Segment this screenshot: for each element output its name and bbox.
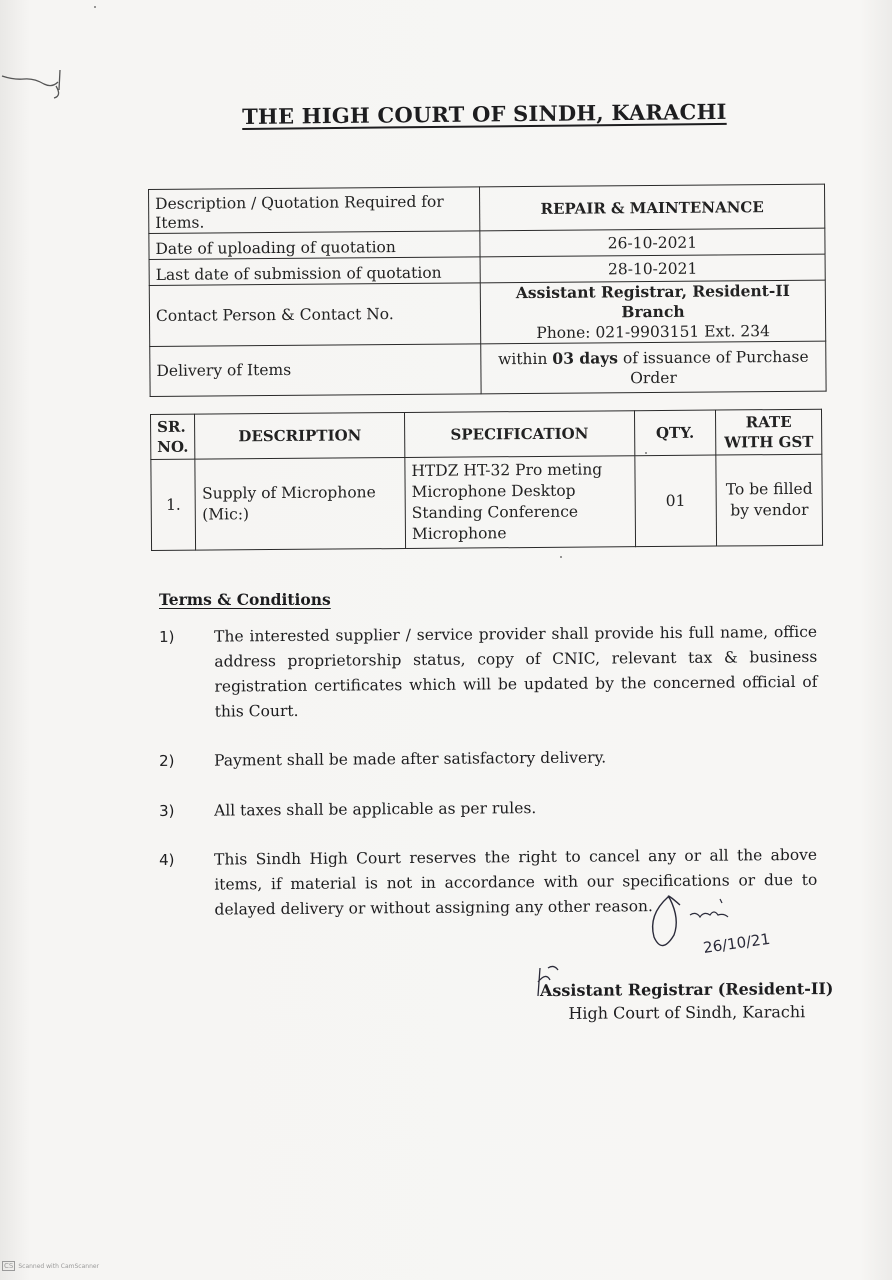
term-number: 3) — [159, 801, 175, 820]
table-row — [150, 341, 826, 396]
table-row — [149, 280, 825, 346]
margin-scribble-icon — [0, 68, 70, 104]
signer-office: High Court of Sindh, Karachi — [568, 1002, 806, 1023]
row-rate: To be filled by vendor — [716, 454, 823, 546]
description-label: Description / Quotation Required for Items. — [149, 187, 480, 234]
contact-person: Assistant Registrar, Resident-II Branch — [515, 280, 790, 322]
term-text: All taxes shall be applicable as per rules. — [214, 799, 537, 820]
last-date-value: 28-10-2021 — [480, 254, 825, 283]
handwritten-date: 26/10/21 — [702, 929, 772, 957]
quotation-info-table — [148, 184, 827, 397]
row-specification: HTDZ HT-32 Pro meting Microphone Desktop Standing Conference Microphone — [405, 456, 635, 549]
terms-heading: Terms & Conditions — [159, 590, 331, 609]
description-value: REPAIR & MAINTENANCE — [479, 184, 824, 231]
handwritten-signature — [640, 885, 800, 975]
delivery-days: 03 days — [552, 347, 619, 368]
term-text: Payment shall be made after satisfactory delivery. — [214, 748, 607, 770]
table-row — [149, 184, 825, 233]
delivery-prefix: within — [497, 349, 548, 368]
table-row — [151, 454, 823, 550]
page-title: THE HIGH COURT OF SINDH, KARACHI — [242, 98, 727, 129]
scanner-badge — [2, 1261, 99, 1271]
term-number: 1) — [159, 627, 175, 646]
term-number: 4) — [159, 850, 175, 869]
delivery-value — [481, 341, 826, 394]
contact-label: Contact Person & Contact No. — [149, 283, 480, 347]
header-qty: QTY. — [634, 410, 716, 456]
term-text: This Sindh High Court reserves the right to cancel any or all the above items, if material is not in accordance with our specifications or due to delayed delivery or without assigning any other reason. — [214, 845, 818, 919]
upload-date-label: Date of uploading of quotation — [149, 231, 480, 260]
signature-block — [540, 977, 834, 1025]
header-rate: RATE WITH GST — [716, 409, 822, 455]
term-number: 2) — [159, 751, 175, 770]
table-header-row — [151, 409, 822, 459]
contact-value — [480, 280, 825, 344]
delivery-suffix: of issuance of Purchase Order — [622, 347, 809, 387]
row-sr: 1. — [151, 459, 196, 550]
items-table — [150, 409, 823, 551]
upload-date-value: 26-10-2021 — [480, 228, 825, 257]
last-date-label: Last date of submission of quotation — [149, 257, 480, 286]
header-specification: SPECIFICATION — [404, 411, 634, 458]
header-sr: SR. NO. — [151, 414, 196, 459]
row-qty: 01 — [634, 455, 716, 547]
signer-role: Assistant Registrar (Resident-II) — [539, 978, 834, 1001]
term-item — [159, 794, 819, 824]
term-item — [159, 744, 819, 774]
scanner-badge-text: Scanned with CamScanner — [18, 1262, 100, 1270]
term-text: The interested supplier / service provider shall provide his full name, office address proprietorship status, copy of CNIC, relevant tax & business registration certificates which will be updated by the concerned official of this Court. — [214, 622, 818, 721]
term-item — [159, 620, 820, 725]
contact-phone: Phone: 021-9903151 Ext. 234 — [536, 322, 770, 342]
scan-speck — [94, 6, 96, 8]
delivery-label: Delivery of Items — [150, 344, 481, 397]
scan-speck — [560, 556, 562, 558]
row-description: Supply of Microphone (Mic:) — [195, 458, 405, 551]
header-description: DESCRIPTION — [195, 413, 405, 460]
camscanner-logo-icon: CS — [4, 1262, 14, 1270]
